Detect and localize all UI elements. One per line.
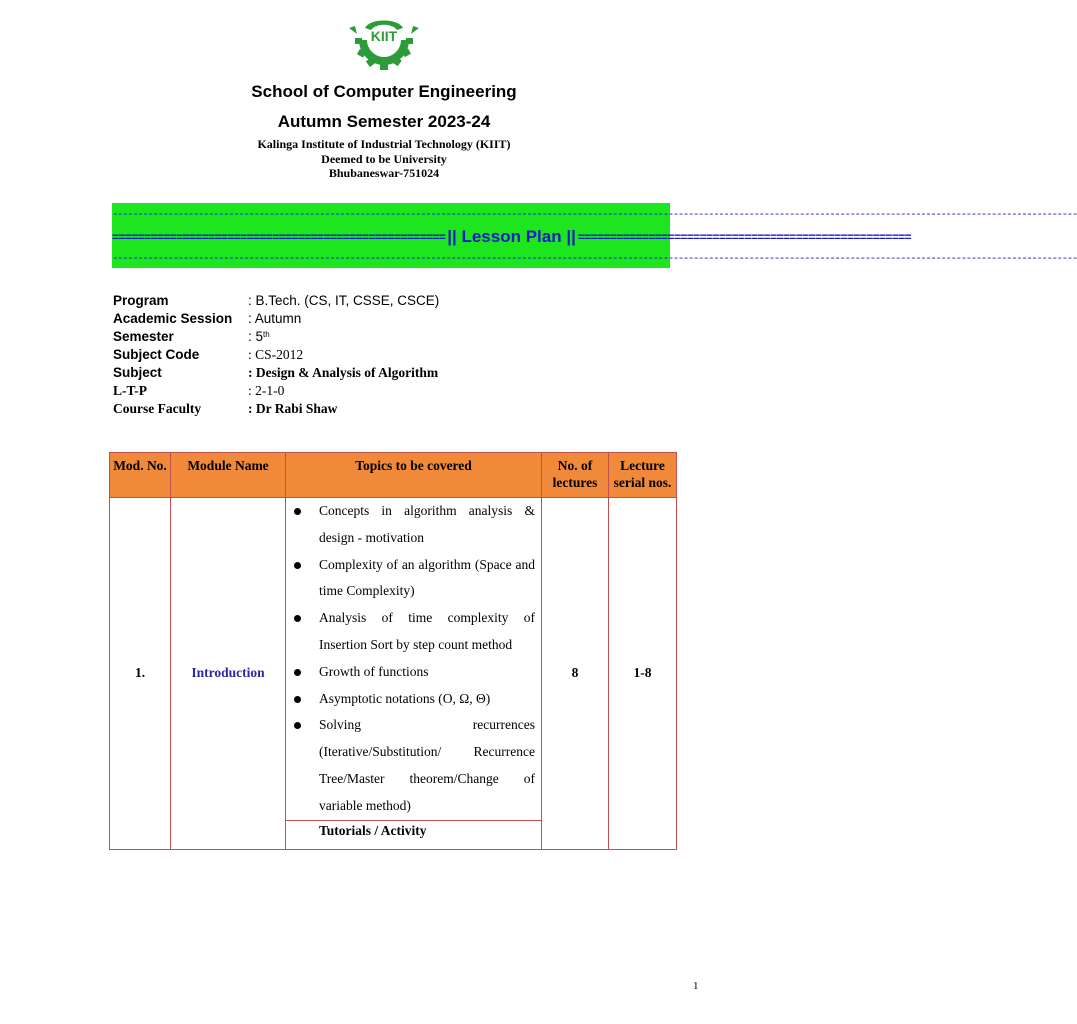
- session-value: : Autumn: [248, 311, 302, 326]
- cell-tutorial: Tutorials / Activity: [286, 820, 542, 849]
- banner-right-rule: ====================================================: [577, 230, 912, 244]
- semester-value-group: [248, 328, 270, 346]
- cell-topics: [286, 498, 542, 821]
- institute-block: [0, 137, 768, 181]
- banner-bottom-rule: -----------------------------------------------------------------------------------------------------------------------------------------------------------------------------------------------: [112, 253, 1077, 265]
- header-topics: Topics to be covered: [286, 453, 542, 498]
- session-label: Academic Session: [113, 311, 233, 326]
- topic-item: Solving recurrences (Iterative/Substitution/ Recurrence Tree/Master theorem/Change of variable method): [286, 712, 541, 819]
- kiit-logo: [345, 14, 423, 74]
- faculty-value: : Dr Rabi Shaw: [248, 401, 338, 416]
- topic-item: Analysis of time complexity of Insertion Sort by step count method: [286, 605, 541, 659]
- header-num-lectures: No. of lectures: [542, 453, 609, 498]
- banner-title: || Lesson Plan ||: [447, 227, 576, 246]
- subject-value: : Design & Analysis of Algorithm: [248, 365, 439, 380]
- subject-label: Subject: [113, 365, 162, 380]
- lesson-plan-banner: [112, 203, 1077, 268]
- cell-lecture-serial: 1-8: [609, 498, 677, 850]
- topic-item: Concepts in algorithm analysis & design - motivation: [286, 498, 541, 552]
- cell-num-lectures: 8: [542, 498, 609, 850]
- topic-list: [286, 498, 541, 820]
- cell-module-name: Introduction: [171, 498, 286, 850]
- ltp-label: L-T-P: [113, 383, 148, 398]
- program-value: : B.Tech. (CS, IT, CSSE, CSCE): [248, 293, 440, 308]
- semester-label: Semester: [113, 329, 174, 344]
- school-title: School of Computer Engineering: [251, 82, 517, 101]
- banner-left-rule: ====================================================: [112, 230, 446, 244]
- topic-item: Complexity of an algorithm (Space and time Complexity): [286, 552, 541, 606]
- table-row: [110, 498, 677, 821]
- topic-item: Growth of functions: [286, 659, 541, 686]
- cell-mod-no: 1.: [110, 498, 171, 850]
- banner-title-row: [112, 224, 912, 250]
- semester-value: : 5: [248, 329, 264, 344]
- header-module-name: Module Name: [171, 453, 286, 498]
- lesson-plan-table: [109, 452, 677, 850]
- semester-title: Autumn Semester 2023-24: [277, 112, 491, 131]
- header-mod-no: Mod. No.: [110, 453, 171, 498]
- page-number: 1: [693, 980, 699, 992]
- program-label: Program: [113, 293, 169, 308]
- table-header-row: [110, 453, 677, 498]
- institute-status: Deemed to be University: [321, 151, 447, 166]
- banner-top-rule: -----------------------------------------------------------------------------------------------------------------------------------------------------------------------------------------------: [112, 209, 1077, 221]
- institute-address: Bhubaneswar-751024: [328, 166, 440, 180]
- semester-suffix: th: [263, 330, 270, 339]
- subject-code-value: : CS-2012: [248, 347, 304, 362]
- institute-name: Kalinga Institute of Industrial Technology (KIIT): [257, 137, 511, 151]
- logo-text: KIIT: [370, 28, 398, 44]
- header-lecture-serial: Lecture serial nos.: [609, 453, 677, 498]
- topic-item: Asymptotic notations (O, Ω, Θ): [286, 686, 541, 713]
- subject-code-label: Subject Code: [113, 347, 200, 362]
- ltp-value: : 2-1-0: [248, 383, 285, 398]
- faculty-label: Course Faculty: [113, 401, 202, 416]
